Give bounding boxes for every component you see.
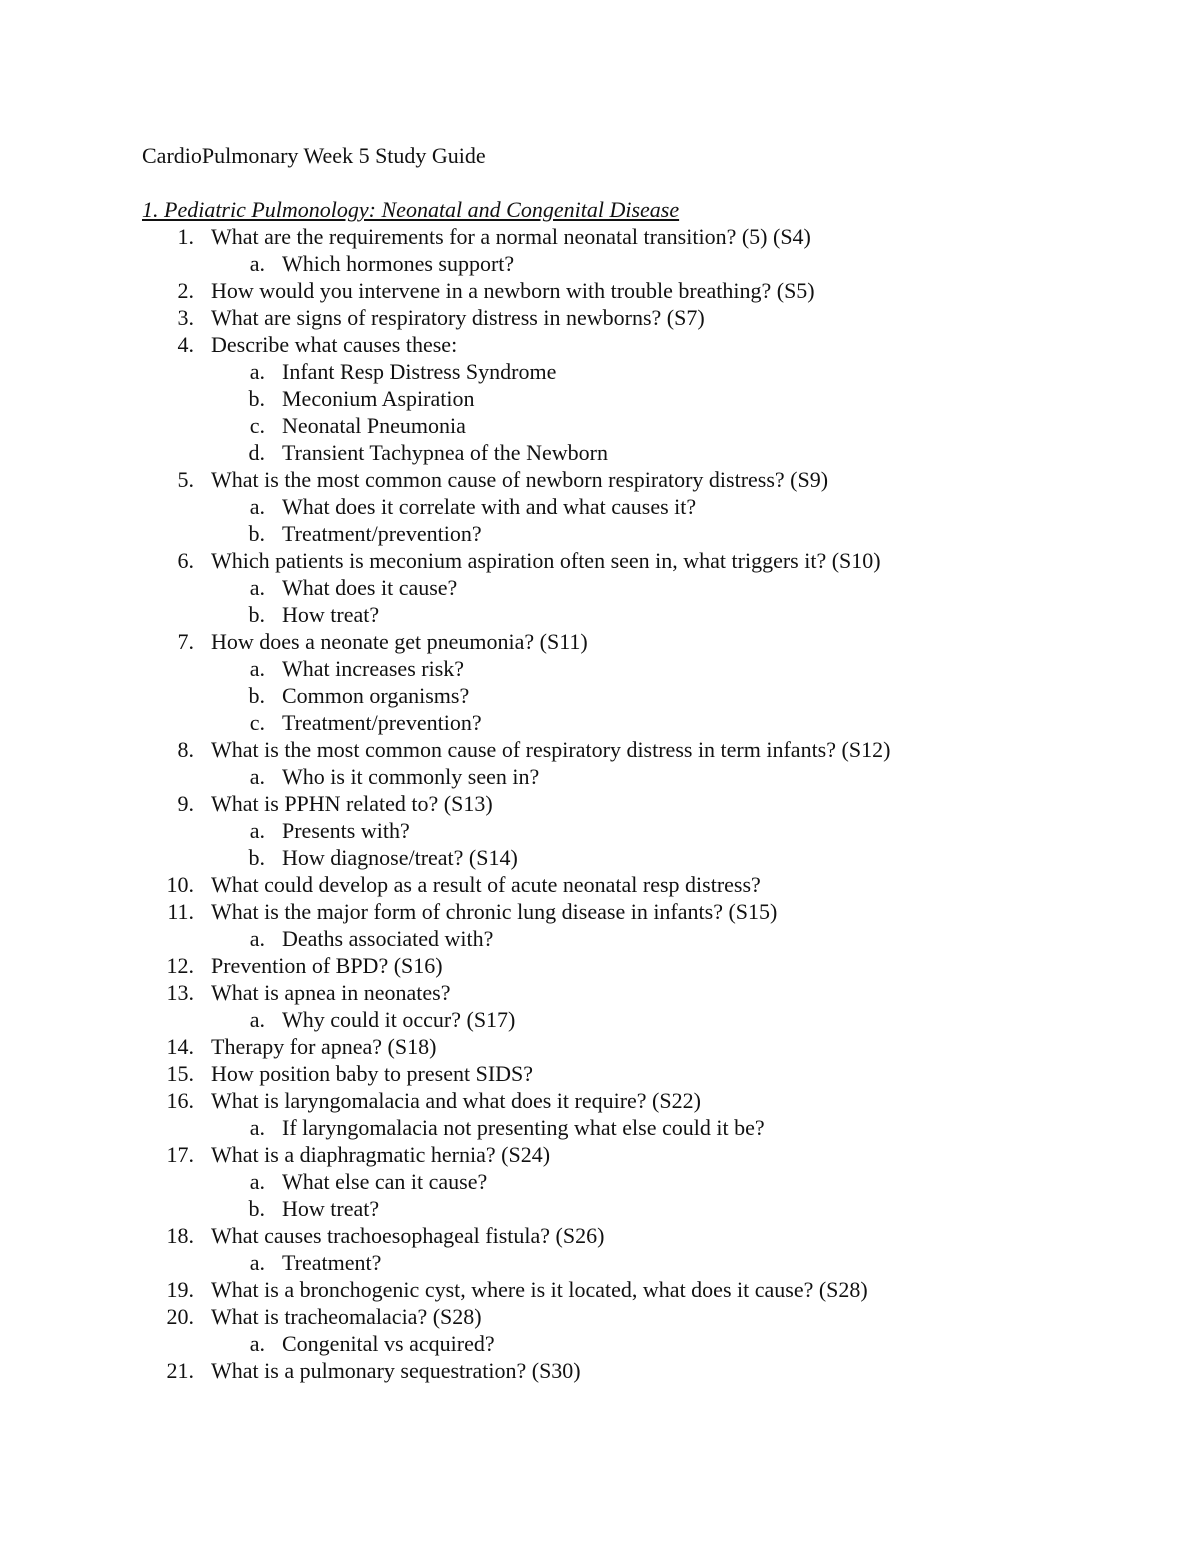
sub-question-letter: b. — [248, 683, 265, 708]
sub-question-text: If laryngomalacia not presenting what else could it be? — [282, 1115, 765, 1140]
sub-question-text: Transient Tachypnea of the Newborn — [282, 440, 608, 465]
question-item — [0, 304, 1200, 331]
sub-question-item — [0, 682, 1200, 709]
sub-question-text: Treatment/prevention? — [282, 710, 482, 735]
sub-question-item — [0, 250, 1200, 277]
question-number: 8. — [177, 737, 194, 762]
question-item — [0, 736, 1200, 763]
sub-question-text: Deaths associated with? — [282, 926, 494, 951]
sub-question-item — [0, 763, 1200, 790]
question-number: 18. — [166, 1223, 194, 1248]
sub-question-item — [0, 439, 1200, 466]
sub-question-item — [0, 817, 1200, 844]
sub-question-item — [0, 574, 1200, 601]
question-item — [0, 1357, 1200, 1384]
question-text: Describe what causes these: — [211, 332, 458, 357]
question-item — [0, 952, 1200, 979]
sub-question-letter: b. — [248, 845, 265, 870]
sub-question-item — [0, 385, 1200, 412]
sub-question-letter: b. — [248, 1196, 265, 1221]
question-number: 3. — [177, 305, 194, 330]
question-item — [0, 1303, 1200, 1330]
question-text: What are signs of respiratory distress in newborns? (S7) — [211, 305, 705, 330]
question-text: How would you intervene in a newborn with trouble breathing? (S5) — [211, 278, 815, 303]
question-text: What is the major form of chronic lung disease in infants? (S15) — [211, 899, 778, 924]
sub-question-letter: a. — [249, 764, 265, 789]
sub-question-letter: a. — [249, 251, 265, 276]
sub-question-text: Common organisms? — [282, 683, 470, 708]
sub-question-text: Presents with? — [282, 818, 410, 843]
sub-question-text: Neonatal Pneumonia — [282, 413, 466, 438]
sub-question-letter: a. — [249, 1331, 265, 1356]
question-text: What could develop as a result of acute neonatal resp distress? — [211, 872, 761, 897]
question-text: What is laryngomalacia and what does it require? (S22) — [211, 1088, 701, 1113]
question-text: Prevention of BPD? (S16) — [211, 953, 443, 978]
question-text: What are the requirements for a normal neonatal transition? (5) (S4) — [211, 224, 811, 249]
question-number: 5. — [177, 467, 194, 492]
question-text: What is a bronchogenic cyst, where is it located, what does it cause? (S28) — [211, 1277, 868, 1302]
question-number: 11. — [167, 899, 194, 924]
question-number: 15. — [166, 1061, 194, 1086]
question-number: 16. — [166, 1088, 194, 1113]
question-item — [0, 466, 1200, 493]
question-item — [0, 1087, 1200, 1114]
sub-question-text: Meconium Aspiration — [282, 386, 475, 411]
sub-question-item — [0, 412, 1200, 439]
question-text: What is PPHN related to? (S13) — [211, 791, 493, 816]
sub-question-item — [0, 520, 1200, 547]
question-number: 14. — [166, 1034, 194, 1059]
question-number: 6. — [177, 548, 194, 573]
sub-question-letter: b. — [248, 386, 265, 411]
question-text: What is a pulmonary sequestration? (S30) — [211, 1358, 581, 1383]
sub-question-letter: d. — [248, 440, 265, 465]
sub-question-text: What does it cause? — [282, 575, 458, 600]
sub-question-item — [0, 1249, 1200, 1276]
question-number: 1. — [177, 224, 194, 249]
sub-question-item — [0, 1330, 1200, 1357]
sub-question-text: Infant Resp Distress Syndrome — [282, 359, 557, 384]
question-number: 20. — [166, 1304, 194, 1329]
question-number: 2. — [177, 278, 194, 303]
question-text: What is the most common cause of respiratory distress in term infants? (S12) — [211, 737, 891, 762]
sub-question-text: What does it correlate with and what causes it? — [282, 494, 697, 519]
question-text: What causes trachoesophageal fistula? (S26) — [211, 1223, 605, 1248]
question-item — [0, 1060, 1200, 1087]
question-number: 19. — [166, 1277, 194, 1302]
sub-question-item — [0, 1168, 1200, 1195]
sub-question-letter: c. — [249, 413, 265, 438]
question-number: 4. — [177, 332, 194, 357]
question-number: 9. — [177, 791, 194, 816]
sub-question-letter: a. — [249, 1007, 265, 1032]
sub-question-text: How diagnose/treat? (S14) — [282, 845, 518, 870]
question-text: What is a diaphragmatic hernia? (S24) — [211, 1142, 551, 1167]
document-title: CardioPulmonary Week 5 Study Guide — [142, 143, 486, 168]
sub-question-letter: a. — [249, 656, 265, 681]
sub-question-letter: a. — [249, 359, 265, 384]
question-list — [0, 223, 1200, 1384]
sub-question-item — [0, 493, 1200, 520]
sub-question-item — [0, 1195, 1200, 1222]
sub-question-letter: a. — [249, 926, 265, 951]
question-text: How position baby to present SIDS? — [211, 1061, 534, 1086]
sub-question-item — [0, 844, 1200, 871]
sub-question-letter: b. — [248, 602, 265, 627]
sub-question-text: Treatment/prevention? — [282, 521, 482, 546]
question-number: 10. — [166, 872, 194, 897]
sub-question-letter: a. — [249, 818, 265, 843]
sub-question-text: Which hormones support? — [282, 251, 515, 276]
question-text: What is apnea in neonates? — [211, 980, 451, 1005]
question-item — [0, 1033, 1200, 1060]
sub-question-letter: b. — [248, 521, 265, 546]
sub-question-letter: c. — [249, 710, 265, 735]
sub-question-text: Treatment? — [282, 1250, 382, 1275]
sub-question-text: How treat? — [282, 602, 380, 627]
sub-question-text: What increases risk? — [282, 656, 465, 681]
question-number: 7. — [177, 629, 194, 654]
sub-question-item — [0, 709, 1200, 736]
sub-question-letter: a. — [249, 494, 265, 519]
sub-question-text: Congenital vs acquired? — [282, 1331, 495, 1356]
question-item — [0, 331, 1200, 358]
sub-question-item — [0, 1006, 1200, 1033]
sub-question-text: What else can it cause? — [282, 1169, 488, 1194]
sub-question-item — [0, 601, 1200, 628]
question-number: 13. — [166, 980, 194, 1005]
question-item — [0, 547, 1200, 574]
sub-question-letter: a. — [249, 1250, 265, 1275]
sub-question-letter: a. — [249, 575, 265, 600]
sub-question-item — [0, 1114, 1200, 1141]
question-number: 21. — [166, 1358, 194, 1383]
question-item — [0, 1276, 1200, 1303]
question-item — [0, 1141, 1200, 1168]
sub-question-text: Why could it occur? (S17) — [282, 1007, 516, 1032]
question-item — [0, 790, 1200, 817]
question-item — [0, 277, 1200, 304]
sub-question-item — [0, 925, 1200, 952]
sub-question-item — [0, 655, 1200, 682]
question-text: What is the most common cause of newborn respiratory distress? (S9) — [211, 467, 829, 492]
question-number: 17. — [166, 1142, 194, 1167]
sub-question-item — [0, 358, 1200, 385]
question-item — [0, 628, 1200, 655]
sub-question-text: How treat? — [282, 1196, 380, 1221]
question-item — [0, 1222, 1200, 1249]
question-number: 12. — [166, 953, 194, 978]
sub-question-letter: a. — [249, 1115, 265, 1140]
question-text: Therapy for apnea? (S18) — [211, 1034, 437, 1059]
section-heading: 1. Pediatric Pulmonology: Neonatal and Congenital Disease — [142, 197, 680, 222]
question-text: What is tracheomalacia? (S28) — [211, 1304, 482, 1329]
question-item — [0, 979, 1200, 1006]
sub-question-text: Who is it commonly seen in? — [282, 764, 540, 789]
question-item — [0, 223, 1200, 250]
sub-question-letter: a. — [249, 1169, 265, 1194]
question-item — [0, 871, 1200, 898]
question-item — [0, 898, 1200, 925]
question-text: Which patients is meconium aspiration often seen in, what triggers it? (S10) — [211, 548, 881, 573]
question-text: How does a neonate get pneumonia? (S11) — [211, 629, 588, 654]
